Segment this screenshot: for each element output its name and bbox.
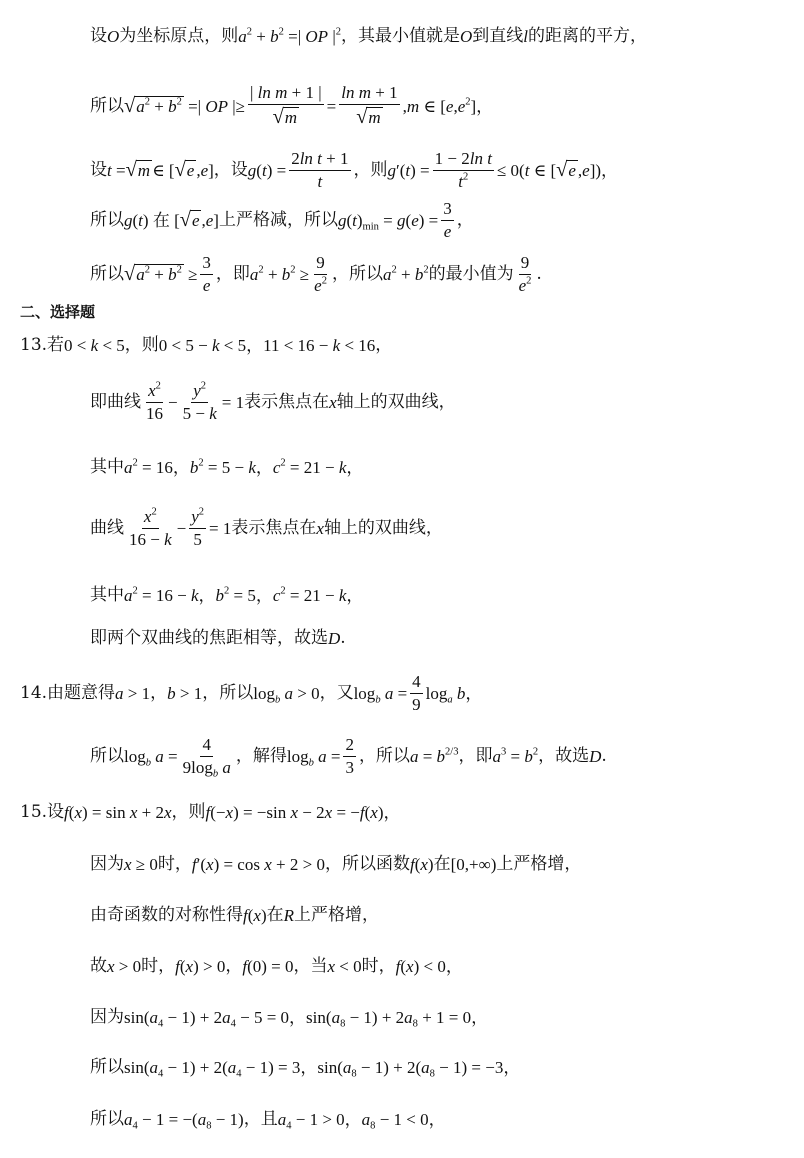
problem-13-line-1: 13.若 0 < k < 5 ，则 0 < 5 − k < 5，11 < 16 − k < 16 ， bbox=[20, 335, 393, 355]
solution-line-2: 所以 √ $a^2 + b^2$ =| OP |≥ | ln m + 1 | √ m = ln m + 1 √ m ,m ∈ $[e,e^2]$， bbox=[90, 83, 494, 128]
problem-15-line-5: 因为 $\sin(a_4 - 1) + 2a_4 - 5 = 0$，$\sin(a_8 - 1) + 2a_8 + 1 = 0$， bbox=[90, 1007, 489, 1030]
problem-13-line-4: 曲线 $\frac{x^2}{16 - k}$ − $\frac{y^2}{5}$ = 1 表示焦点在 x 轴上的双曲线， bbox=[90, 506, 443, 549]
problem-13-line-5: 其中 $a^2 = 16 - k$，$b^2 = 5$，$c^2 = 21 - k$， bbox=[90, 585, 364, 605]
problem-14-line-1: 14.由题意得 a > 1 ， b > 1 ，所以 $\log_b a > 0$ ，又 $\log_b a$ = $\frac{4}{9}$ $\log_a b$， bbox=[20, 672, 483, 714]
solution-line-1: 设 O 为坐标原点，则 $a^2 + b^2$ =| OP $|^2$ ，其最小值就是 O 到直线 l 的距离的平方， bbox=[90, 26, 648, 46]
problem-15-line-4: 故 x > 0 时， f(x) > 0 ， f(0) = 0 ，当 x < 0 时， f(x) < 0， bbox=[90, 956, 463, 976]
solution-line-4: 所以 g(t) 在 [ √ e ,e] 上严格减，所以 $g(t)_{min} = g(e)$ = $\frac{3}{e}$ ， bbox=[90, 199, 474, 241]
section-heading: 二、选择题 bbox=[20, 303, 96, 321]
problem-14-line-2: 所以 $\log_b a$ = $\frac{4}{9\log_b a}$ ，解得 $\log_b a$ = $\frac{2}{3}$ ，所以 $a = b^{2/3}$ ，即 $a^3 = b^2$ ，故选 D . bbox=[90, 735, 607, 780]
problem-13-line-6: 即两个双曲线的焦距相等，故选 D . bbox=[90, 628, 346, 648]
problem-13-line-3: 其中 $a^2 = 16$，$b^2 = 5 - k$，$c^2 = 21 - k$， bbox=[90, 457, 364, 477]
solution-line-5: 所以 √ $a^2 + b^2$ ≥ $\frac{3}{e}$ ，即 $a^2 + b^2$ ≥ $\frac{9}{e^2}$ ，所以 $a^2 + b^2$ 的最小值为 $\frac{9}{e^2}$ . bbox=[90, 253, 542, 295]
problem-13-line-2: 即曲线 $\frac{x^2}{16}$ − $\frac{y^2}{5 - k}$ = 1 表示焦点在 x 轴上的双曲线， bbox=[90, 380, 456, 423]
problem-15-line-2: 因为 x ≥ 0 时， f′(x) = cos x + 2 > 0 ，所以函数 f(x) 在 [0,+∞) 上严格增， bbox=[90, 854, 582, 874]
problem-15-line-7: 所以 $a_4 - 1 = -(a_8 - 1)$ ，且 $a_4 - 1 > 0$，$a_8 - 1 < 0$， bbox=[90, 1109, 446, 1132]
problem-15-line-3: 由奇函数的对称性得 f(x) 在 R 上严格增， bbox=[90, 905, 380, 925]
problem-15-line-1: 15.设 f(x) = sin x + 2x ，则 f(−x) = −sin x − 2x = −f(x)， bbox=[20, 802, 401, 822]
problem-15-line-6: 所以 $\sin(a_4 - 1) + 2(a_4 - 1) = 3$，$\sin(a_8 - 1) + 2(a_8 - 1) = -3$， bbox=[90, 1057, 521, 1080]
solution-line-3: 设 t = √ m ∈ [ √ e ,e] ，设 g(t) = $\frac{\text{2ln t + 1}}{t}$ ，则 g′(t) = $\frac{\text{1 − 2ln t}}{t^2}$ ≤ 0(t ∈ [ √ e ,e])， bbox=[90, 149, 619, 191]
